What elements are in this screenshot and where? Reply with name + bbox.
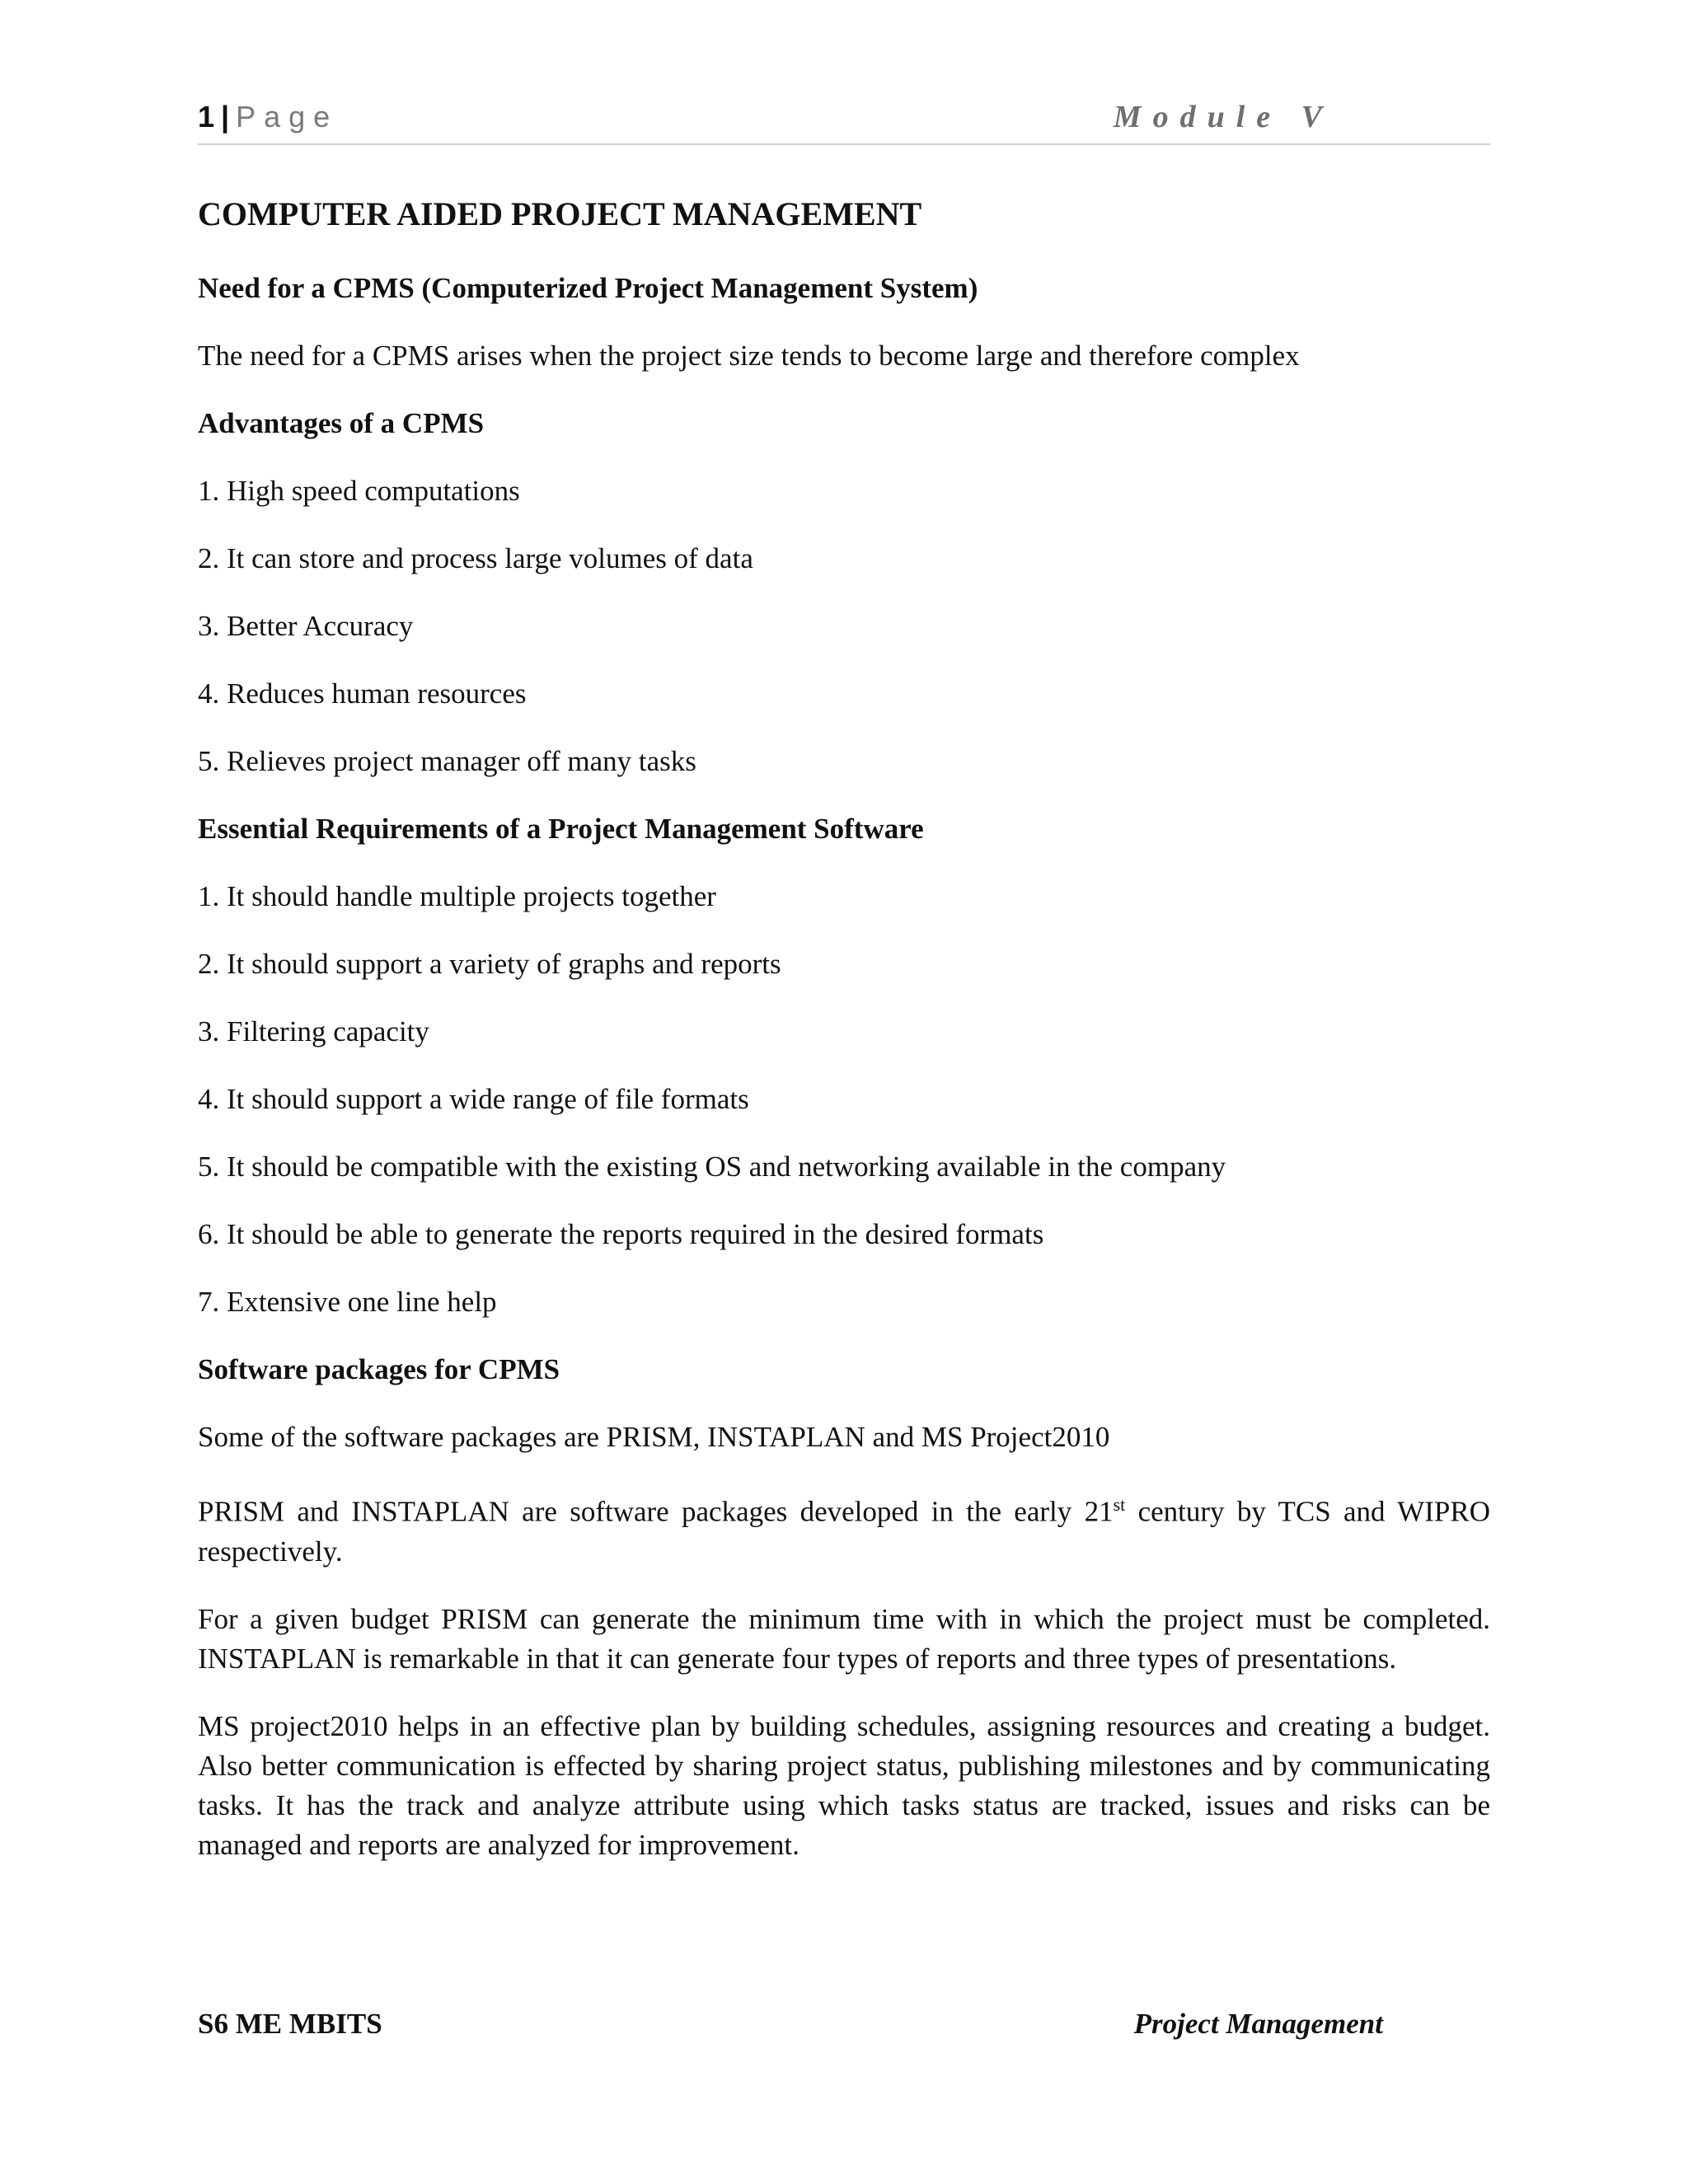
prism-text-before: PRISM and INSTAPLAN are software packages developed in the early 21 (198, 1495, 1114, 1528)
list-item: 7. Extensive one line help (198, 1286, 497, 1318)
requirements-heading: Essential Requirements of a Project Management Software (198, 813, 924, 845)
page-number: 1 (198, 100, 215, 134)
document-title: COMPUTER AIDED PROJECT MANAGEMENT (198, 195, 922, 232)
prism-text-after: century by TCS and WIPRO respectively. (198, 1495, 1490, 1568)
footer-subject: Project Management (1133, 2008, 1383, 2040)
footer-course: S6 ME MBITS (198, 2008, 382, 2040)
msproject-paragraph: MS project2010 helps in an effective plan by building schedules, assigning resources and creating a budget. Also better communication is effected by sharing project status, publishing milestones and by communicating tasks. It has the track and analyze attribute using which tasks status are tracked, issues and risks can be managed and reports are analyzed for improvement. (198, 1709, 1490, 1861)
list-item: 1. It should handle multiple projects together (198, 880, 716, 912)
need-text: The need for a CPMS arises when the project size tends to become large and therefore complex (198, 340, 1300, 372)
page-header (198, 97, 1490, 145)
need-heading: Need for a CPMS (Computerized Project Management System) (198, 272, 978, 304)
page-number-label (198, 97, 338, 137)
header-separator: | (221, 100, 230, 134)
list-item: 5. It should be compatible with the existing OS and networking available in the company (198, 1151, 1226, 1183)
prism-paragraph (198, 1485, 1490, 1572)
list-item: 1. High speed computations (198, 475, 520, 507)
list-item: 2. It can store and process large volumes of data (198, 542, 753, 574)
list-item: 4. Reduces human resources (198, 677, 527, 710)
list-item: 2. It should support a variety of graphs and reports (198, 948, 781, 980)
module-label: Module V (1113, 100, 1334, 134)
software-intro: Some of the software packages are PRISM, INSTAPLAN and MS Project2010 (198, 1421, 1110, 1453)
prism-superscript: st (1113, 1494, 1126, 1515)
budget-paragraph: For a given budget PRISM can generate the minimum time with in which the project must be completed. INSTAPLAN is remarkable in that it can generate four types of reports and three types of presentations. (198, 1602, 1490, 1675)
page-word: Page (236, 100, 339, 134)
requirements-list (198, 877, 1490, 1322)
list-item: 5. Relieves project manager off many tasks (198, 745, 696, 777)
list-item: 4. It should support a wide range of file formats (198, 1083, 749, 1115)
list-item: 3. Better Accuracy (198, 610, 414, 642)
document-body (198, 191, 1490, 1893)
list-item: 6. It should be able to generate the reports required in the desired formats (198, 1218, 1044, 1250)
page-footer (198, 2004, 1490, 2044)
software-heading: Software packages for CPMS (198, 1353, 560, 1385)
advantages-heading: Advantages of a CPMS (198, 407, 485, 439)
list-item: 3. Filtering capacity (198, 1015, 429, 1047)
advantages-list (198, 471, 1490, 781)
